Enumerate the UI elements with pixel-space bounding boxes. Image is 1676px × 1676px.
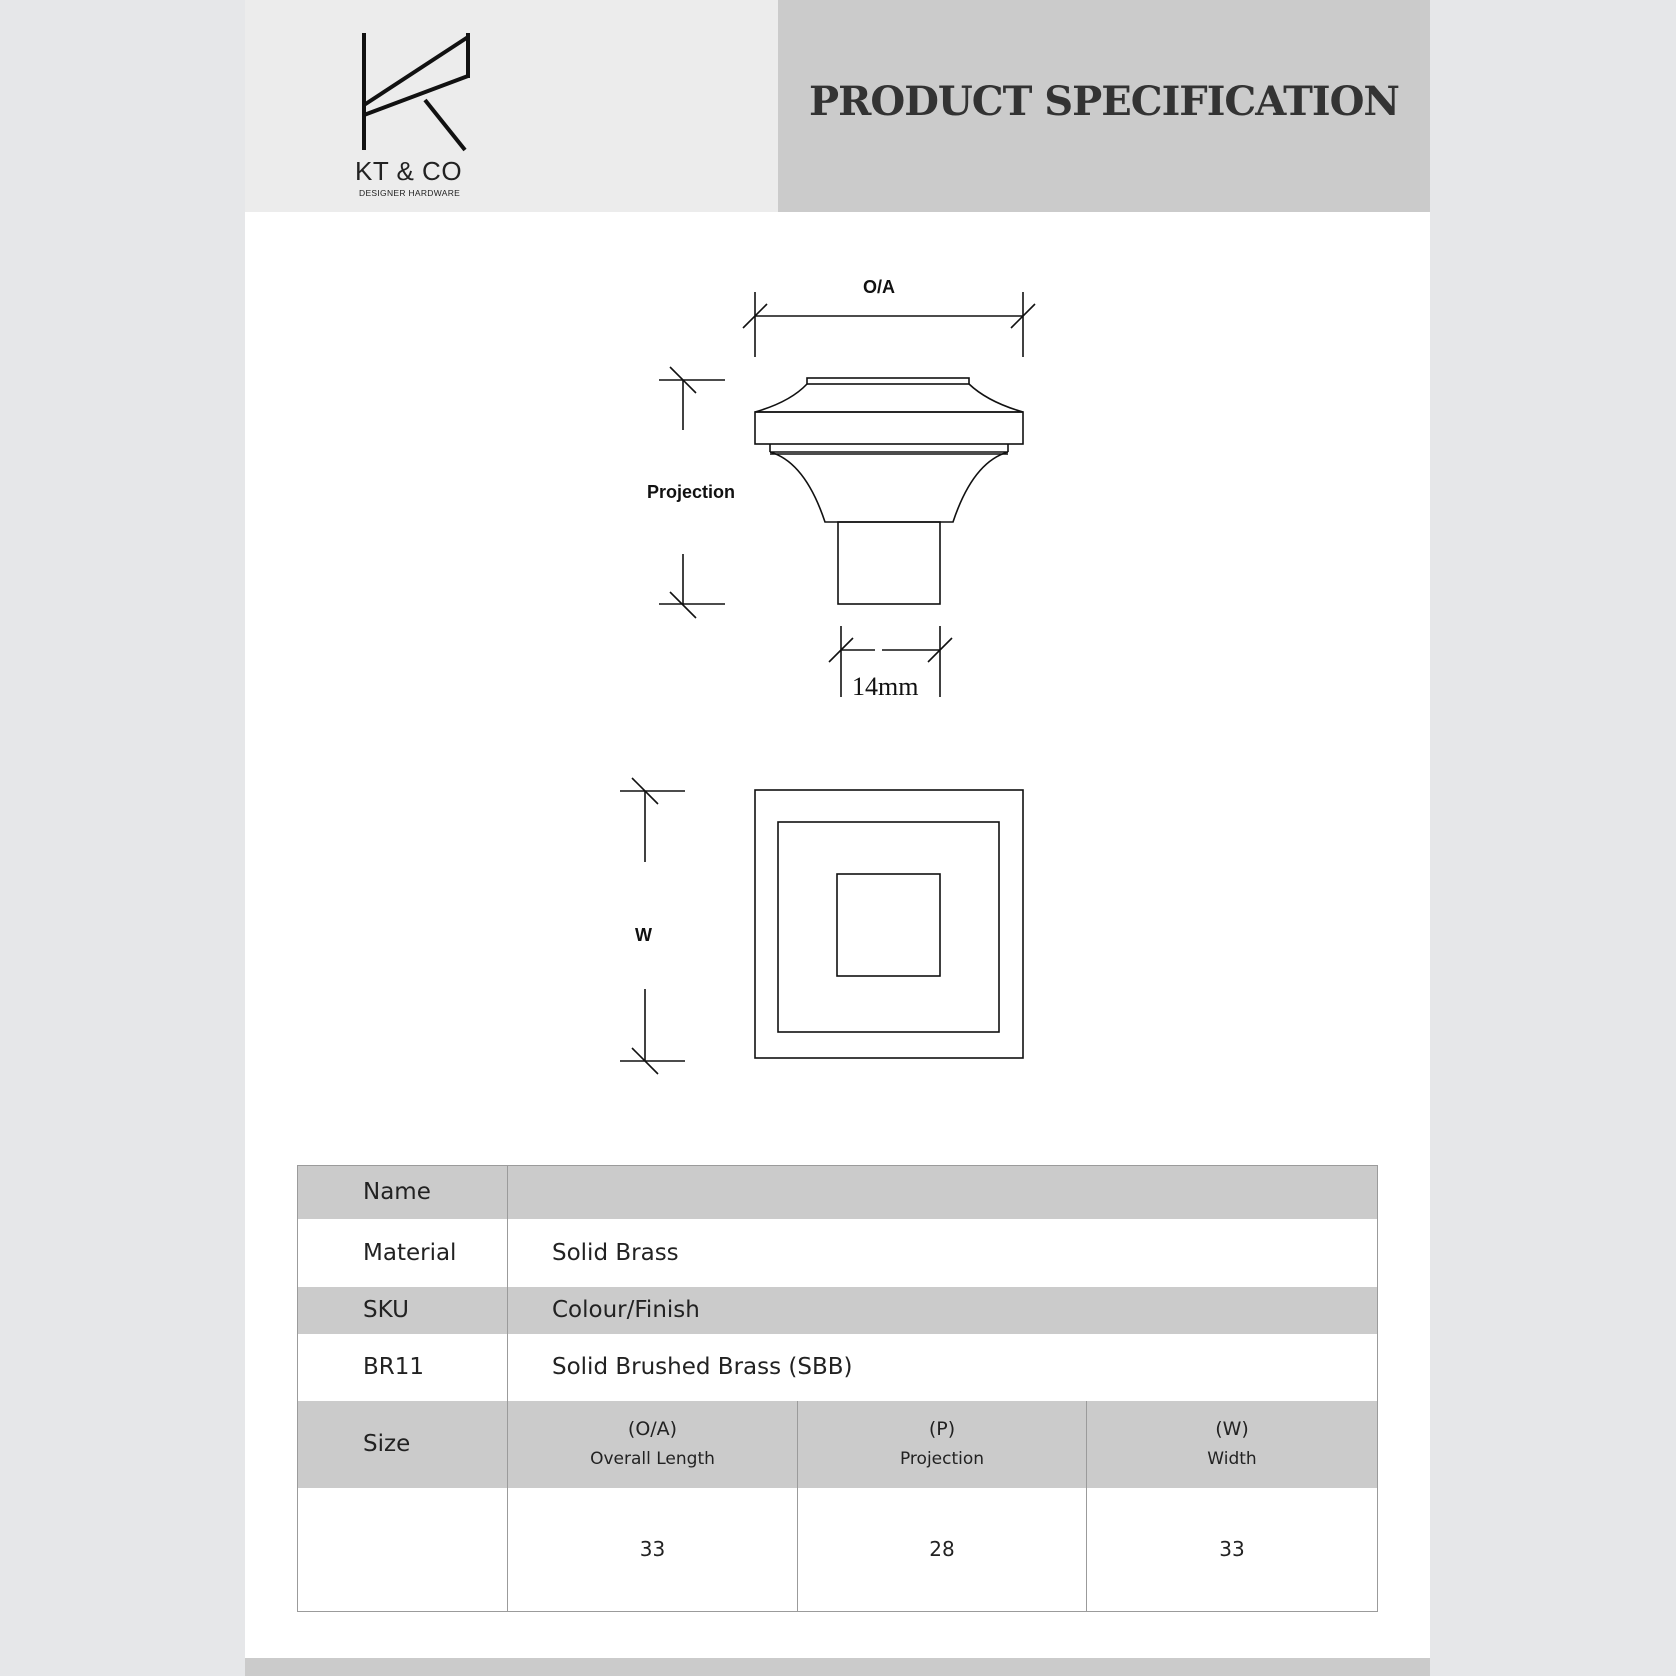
logo-panel	[245, 0, 778, 212]
name-label: Name	[298, 1166, 508, 1219]
oa-column-header	[508, 1401, 798, 1488]
size-value-empty	[298, 1488, 508, 1612]
colour-label: Colour/Finish	[508, 1287, 1378, 1334]
colour-value: Solid Brushed Brass (SBB)	[508, 1334, 1378, 1401]
oa-label: O/A	[863, 277, 896, 297]
material-value: Solid Brass	[508, 1219, 1378, 1287]
table-row-name	[298, 1166, 1378, 1219]
oa-column-code: (O/A)	[627, 1418, 678, 1440]
width-column-header	[1087, 1401, 1378, 1488]
page-title: PRODUCT SPECIFICATION	[809, 78, 1399, 125]
material-label: Material	[363, 1239, 457, 1266]
knob-top-inner-square	[837, 874, 940, 976]
projection-column-name: Projection	[899, 1449, 985, 1469]
table-row-size-header	[298, 1401, 1378, 1488]
table-row-sku-value	[298, 1334, 1378, 1401]
width-value: 33	[1087, 1488, 1378, 1612]
title-panel	[778, 0, 1430, 212]
footer-bar	[245, 1658, 1430, 1676]
table-row-sku-header	[298, 1287, 1378, 1334]
table-row-size-values	[298, 1488, 1378, 1612]
knob-top-cap	[807, 378, 969, 384]
knob-top-outer-square	[755, 790, 1023, 1058]
table-row-material	[298, 1219, 1378, 1287]
knob-head	[755, 412, 1023, 444]
knob-neck	[770, 452, 1008, 522]
knob-top-middle-square	[778, 822, 999, 1032]
width-column-code: (W)	[1215, 1418, 1249, 1440]
width-label: W	[635, 925, 652, 945]
kt-monogram-logo	[355, 30, 485, 155]
sku-value: BR11	[363, 1354, 425, 1380]
knob-stem	[838, 522, 940, 604]
knob-top-flare	[755, 384, 1023, 412]
spec-table	[297, 1165, 1378, 1612]
sku-label: SKU	[298, 1287, 508, 1334]
name-value	[508, 1166, 1378, 1219]
oa-column-name: Overall Length	[590, 1449, 715, 1469]
spec-sheet	[245, 0, 1430, 1676]
projection-column-code: (P)	[928, 1418, 956, 1440]
brand-tagline: DESIGNER HARDWARE	[359, 188, 461, 198]
projection-label: Projection	[647, 482, 736, 502]
stem-diameter-label: 14mm	[852, 672, 919, 701]
technical-drawing	[245, 212, 1430, 1112]
projection-value: 28	[798, 1488, 1087, 1612]
size-label: Size	[298, 1401, 508, 1488]
width-column-name: Width	[1207, 1449, 1257, 1469]
oa-value: 33	[508, 1488, 798, 1612]
projection-column-header	[798, 1401, 1087, 1488]
brand-name: KT & CO	[355, 156, 463, 186]
